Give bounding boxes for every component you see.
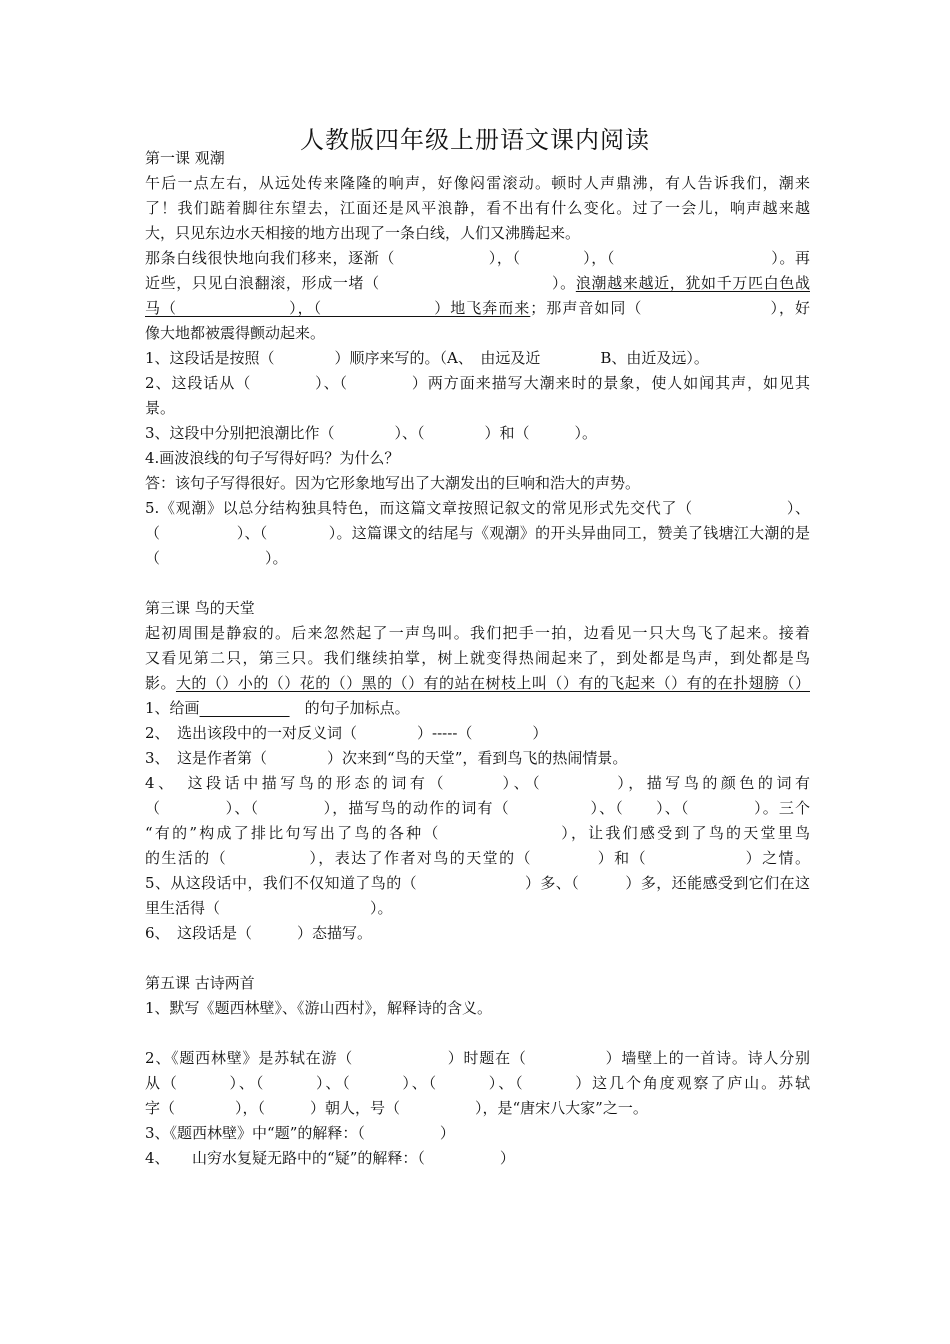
text-line	[145, 546, 810, 571]
text-segment: 的生活的（ ），表达了作者对鸟的天堂的（ ）和（ ）之情。	[145, 849, 810, 867]
text-segment: 1、这段话是按照（ ）顺序来写的。（A、 由远及近 B、由近及远）。	[145, 349, 709, 367]
text-line	[145, 246, 810, 271]
text-segment: 6、 这段话是（ ）态描写。	[145, 924, 373, 942]
text-segment: 从（ ）、（ ）、（ ）、（ ）、（ ）这几个角度观察了庐山。苏轼	[145, 1074, 810, 1092]
text-segment: （ ）、（ ）。这篇课文的结尾与《观潮》的开头异曲同工，赞美了钱塘江大潮的是	[145, 524, 810, 542]
text-line	[145, 996, 810, 1021]
underlined-text: 大的（）小的（）花的（）黑的（）有的站在树枝上叫（）有的飞起来（）有的在扑翅膀（）	[175, 674, 810, 692]
text-segment: 第五课 古诗两首	[145, 974, 255, 992]
text-line	[145, 621, 810, 646]
text-line	[145, 696, 810, 721]
text-segment: （ ）。	[145, 549, 288, 567]
page-title: 人教版四年级上册语文课内阅读	[300, 126, 650, 154]
text-line	[145, 1046, 810, 1071]
text-segment: 景。	[145, 399, 176, 417]
text-segment: 午后一点左右，从远处传来隆隆的响声，好像闷雷滚动。顿时人声鼎沸，有人告诉我们，潮来	[145, 174, 810, 192]
text-line	[145, 196, 810, 221]
text-line	[145, 971, 810, 996]
text-line	[145, 496, 810, 521]
text-line	[145, 921, 810, 946]
text-segment: 4、 这段话中描写鸟的形态的词有（ ）、（ ），描写鸟的颜色的词有	[145, 774, 810, 792]
text-line	[145, 796, 810, 821]
text-segment: 4.画波浪线的句子写得好吗？为什么？	[145, 449, 400, 467]
text-line	[145, 771, 810, 796]
text-segment: 又看见第二只，第三只。我们继续拍掌，树上就变得热闹起来了，到处都是鸟声，到处都是鸟	[145, 649, 810, 667]
text-segment: 第三课 鸟的天堂	[145, 599, 255, 617]
text-segment: 第一课 观潮	[145, 149, 225, 167]
text-segment: 像大地都被震得颤动起来。	[145, 324, 326, 342]
text-segment: 3、 这是作者第（ ）次来到“鸟的天堂”，看到鸟飞的热闹情景。	[145, 749, 628, 767]
text-line	[145, 896, 810, 921]
text-segment: 大，只见东边水天相接的地方出现了一条白线，人们又沸腾起来。	[145, 224, 581, 242]
text-line	[145, 746, 810, 771]
text-segment: 的句子加标点。	[289, 699, 410, 717]
text-line	[145, 371, 810, 396]
text-line	[145, 1121, 810, 1146]
text-line	[145, 1146, 810, 1171]
text-segment: 3、这段中分别把浪潮比作（ ）、（ ）和（ ）。	[145, 424, 598, 442]
text-line	[145, 321, 810, 346]
text-segment: 4、 山穷水复疑无路中的“疑”的解释：（ ）	[145, 1149, 515, 1167]
text-line	[145, 421, 810, 446]
text-segment: 字（ ），（ ）朝人，号（ ），是“唐宋八大家”之一。	[145, 1099, 648, 1117]
text-segment: 答：该句子写得很好。因为它形象地写出了大潮发出的巨响和浩大的声势。	[145, 474, 641, 492]
text-segment: 起初周围是静寂的。后来忽然起了一声鸟叫。我们把手一拍，边看见一只大鸟飞了起来。接着	[145, 624, 810, 642]
text-line	[145, 446, 810, 471]
text-line	[145, 871, 810, 896]
text-line	[145, 471, 810, 496]
text-line	[145, 721, 810, 746]
text-segment: 里生活得（ ）。	[145, 899, 393, 917]
text-line	[145, 396, 810, 421]
text-segment: 1、给画	[145, 699, 200, 717]
text-line	[145, 171, 810, 196]
text-segment: 2、这段话从（ ）、（ ）两方面来描写大潮来时的景象，使人如闻其声，如见其	[145, 374, 810, 392]
text-segment: 5.《观潮》以总分结构独具特色，而这篇文章按照记叙文的常见形式先交代了（ ）、	[145, 499, 810, 517]
text-line	[145, 221, 810, 246]
text-line	[145, 346, 810, 371]
text-segment: 那条白线很快地向我们移来，逐渐（ ），（ ），（ ）。再	[145, 249, 810, 267]
underlined-text: 马（ ），（ ）地飞奔而来	[145, 299, 531, 317]
text-line	[145, 846, 810, 871]
text-line	[145, 1071, 810, 1096]
text-line	[145, 596, 810, 621]
text-line	[145, 671, 810, 696]
underlined-text	[200, 699, 290, 717]
text-segment: 2、 选出该段中的一对反义词（ ）-----（ ）	[145, 724, 548, 742]
text-line	[145, 296, 810, 321]
text-line	[145, 646, 810, 671]
text-segment: 影。	[145, 674, 176, 692]
text-line	[145, 271, 810, 296]
text-segment: 3、《题西林壁》中“题”的解释：（ ）	[145, 1124, 455, 1142]
text-line	[145, 821, 810, 846]
text-line	[145, 1096, 810, 1121]
text-segment: 了！我们踮着脚往东望去，江面还是风平浪静，看不出有什么变化。过了一会儿，响声越来越	[145, 199, 810, 217]
text-line	[145, 521, 810, 546]
text-line	[145, 146, 810, 171]
text-segment: 5、从这段话中，我们不仅知道了鸟的（ ）多、（ ）多，还能感受到它们在这	[145, 874, 810, 892]
underlined-text: 浪潮越来越近，犹如千万匹白色战	[575, 274, 810, 292]
text-segment: “有的”构成了排比句写出了鸟的各种（ ），让我们感受到了鸟的天堂里鸟	[145, 824, 810, 842]
text-segment: 1、默写《题西林壁》、《游山西村》，解释诗的含义。	[145, 999, 493, 1017]
text-segment: ；那声音如同（ ），好	[530, 299, 810, 317]
text-segment: 近些，只见白浪翻滚，形成一堵（ ）。	[145, 274, 576, 292]
text-segment: （ ）、（ ），描写鸟的动作的词有（ ）、（ ）、（ ）。三个	[145, 799, 810, 817]
text-segment: 2、《题西林壁》是苏轼在游（ ）时题在（ ）墙壁上的一首诗。诗人分别	[145, 1049, 810, 1067]
